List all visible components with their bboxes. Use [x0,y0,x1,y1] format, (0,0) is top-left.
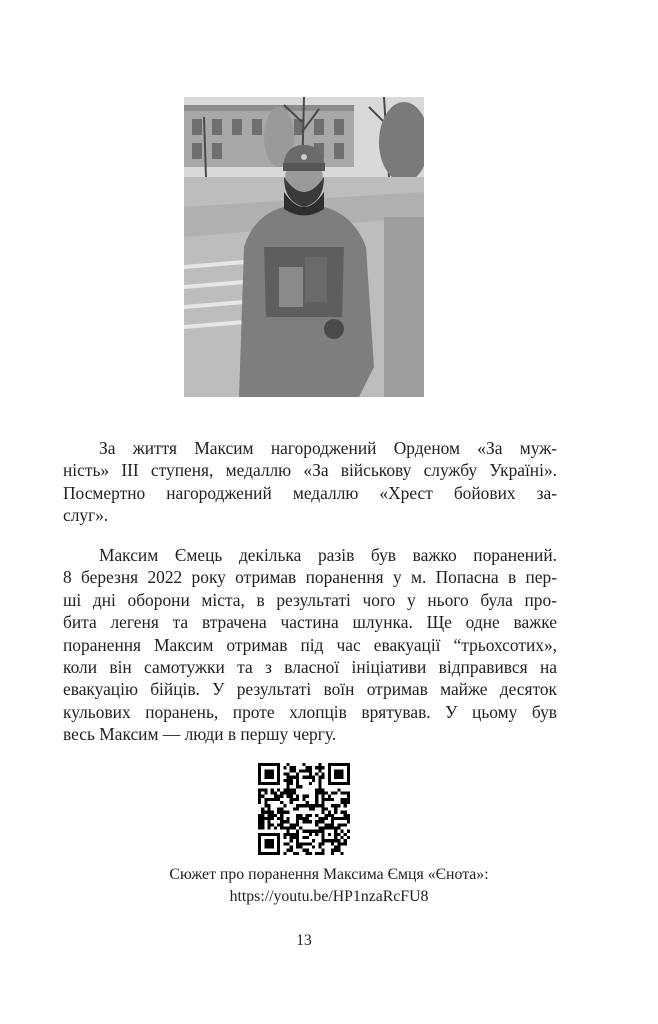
text-line: 8 березня 2022 року отримав поранення у м. Попасна в пер- [63,567,557,588]
text-line: ність» III ступеня, медаллю «За військову службу Україні». [63,460,557,481]
text-line: евакуацію бійців. У результаті воїн отримав майже десяток [63,679,557,700]
page-number: 13 [296,932,312,949]
text-line: ші дні оборони міста, в результаті чого у нього була про- [63,589,557,610]
text-line: коли він самотужки та з власної ініціативи відправився на [63,657,557,678]
wounds-paragraph [63,544,557,746]
video-caption: Сюжет про поранення Максима Ємця «Єнота»: [169,866,489,883]
text-line: За життя Максим нагороджений Орденом «За муж- [99,438,557,458]
text-line: весь Максим — люди в першу чергу. [63,724,337,745]
text-line: поранення Максим отримав під час евакуації “трьохсотих», [63,634,557,655]
video-link[interactable]: https://youtu.be/HP1nzaRcFU8 [229,888,429,905]
text-line: слуг». [63,505,109,526]
text-line: бита легеня та втрачена частина шлунка. Ще одне важке [63,612,557,633]
text-line: Посмертно нагороджений медаллю «Хрест бойових за- [63,482,557,503]
awards-paragraph [63,437,557,527]
soldier-photo [184,97,424,397]
qr-code-icon[interactable] [258,763,350,855]
text-line: кульових поранень, проте хлопців врятував. У цьому був [63,701,557,722]
text-line: Максим Ємець декілька разів був важко поранений. [99,545,557,565]
